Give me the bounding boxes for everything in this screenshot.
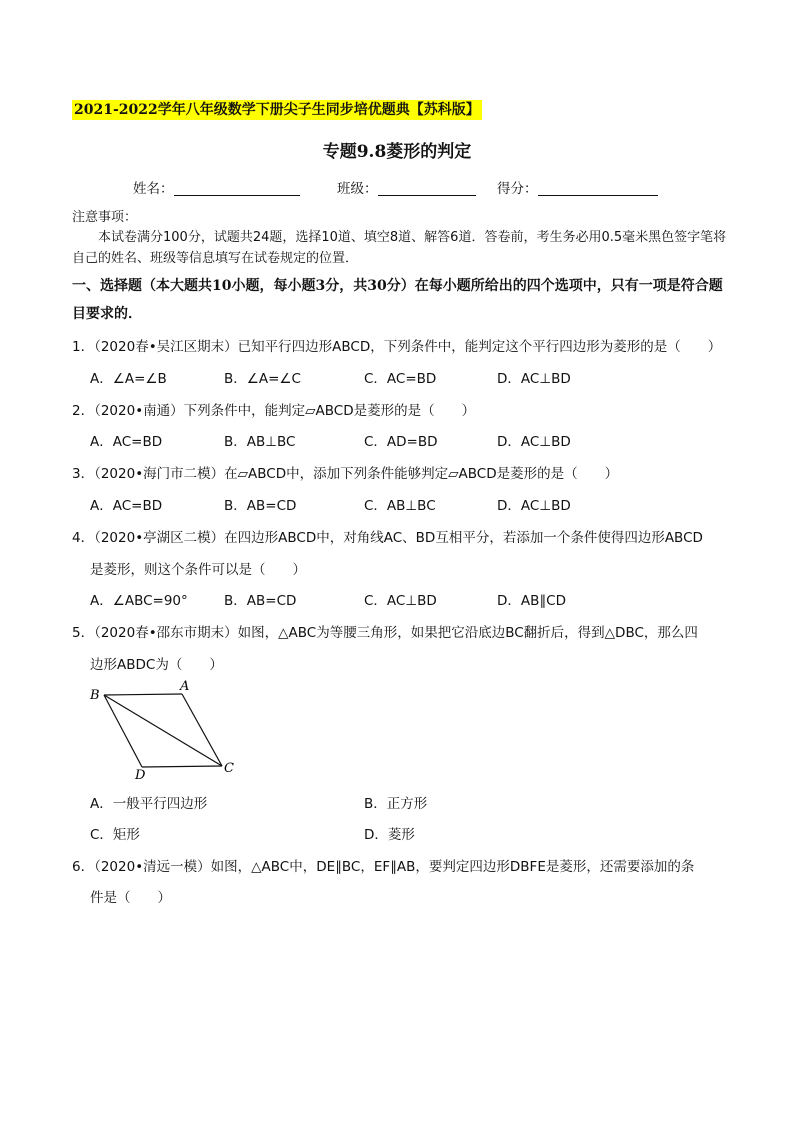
question-4-stem: 4．（2020•亭湖区二模）在四边形ABCD中，对角线AC、BD互相平分，若添加一个条件使得四边形ABCD — [72, 530, 703, 546]
edge-ac — [182, 694, 222, 766]
vertex-label-c: C — [224, 761, 234, 776]
diagonal-bc — [104, 695, 222, 766]
q5-option-d[interactable]: D．菱形 — [364, 827, 415, 843]
q1-option-c[interactable]: C．AC=BD — [364, 371, 437, 387]
q4-option-d[interactable]: D．AB∥CD — [497, 593, 566, 609]
notice-heading: 注意事项： — [72, 210, 138, 225]
section-heading: 一、选择题（本大题共10小题，每小题3分，共30分）在每小题所给出的四个选项中，只有一项是符合题目要求的． — [72, 278, 723, 322]
question-5-stem-cont: 边形ABDC为（ ） — [90, 657, 223, 673]
question-5-stem: 5．（2020春•邵东市期末）如图，△ABC为等腰三角形，如果把它沿底边BC翻折后，得到△DBC，那么四 — [72, 625, 698, 641]
edge-ba — [104, 694, 182, 695]
q2-option-b[interactable]: B．AB⊥BC — [224, 434, 296, 450]
q4-option-c[interactable]: C．AC⊥BD — [364, 593, 437, 609]
q1-option-d[interactable]: D．AC⊥BD — [497, 371, 571, 387]
edge-cd — [142, 766, 222, 767]
class-field-group — [337, 177, 476, 197]
header-banner: 2021-2022学年八年级数学下册尖子生同步培优题典【苏科版】 — [74, 102, 480, 118]
q3-option-b[interactable]: B．AB=CD — [224, 498, 297, 514]
score-field-group — [497, 177, 658, 197]
class-blank[interactable] — [378, 181, 476, 196]
page-title: 专题9.8菱形的判定 — [322, 142, 472, 162]
q3-option-c[interactable]: C．AB⊥BC — [364, 498, 436, 514]
question-3-stem: 3．（2020•海门市二模）在▱ABCD中，添加下列条件能够判定▱ABCD是菱形的是（ ） — [72, 466, 619, 482]
q5-option-b[interactable]: B．正方形 — [364, 796, 428, 812]
score-blank[interactable] — [538, 181, 658, 196]
q5-option-c[interactable]: C．矩形 — [90, 827, 140, 843]
q2-option-a[interactable]: A．AC=BD — [90, 434, 163, 450]
name-field-group — [133, 177, 300, 197]
q3-option-d[interactable]: D．AC⊥BD — [497, 498, 571, 514]
notice-text: 本试卷满分100分，试题共24题，选择10道、填空8道、解答6道．答卷前，考生务必用0.5毫米黑色签字笔将自己的姓名、班级等信息填写在试卷规定的位置． — [72, 230, 727, 266]
question-1-stem: 1．（2020春•吴江区期末）已知平行四边形ABCD，下列条件中，能判定这个平行四边形为菱形的是（ ） — [72, 339, 722, 355]
rhombus-figure — [84, 678, 244, 782]
q3-option-a[interactable]: A．AC=BD — [90, 498, 163, 514]
class-label: 班级： — [337, 181, 378, 197]
q2-option-d[interactable]: D．AC⊥BD — [497, 434, 571, 450]
question-6-stem: 6．（2020•清远一模）如图，△ABC中，DE∥BC，EF∥AB，要判定四边形DBFE是菱形，还需要添加的条 — [72, 859, 695, 875]
q1-option-a[interactable]: A．∠A=∠B — [90, 371, 167, 387]
name-blank[interactable] — [174, 181, 300, 196]
name-label: 姓名： — [133, 181, 174, 197]
vertex-label-b: B — [90, 688, 100, 703]
vertex-label-a: A — [180, 679, 190, 694]
q4-option-a[interactable]: A．∠ABC=90° — [90, 593, 188, 609]
vertex-label-d: D — [135, 768, 146, 782]
question-2-stem: 2．（2020•南通）下列条件中，能判定▱ABCD是菱形的是（ ） — [72, 403, 476, 419]
q4-option-b[interactable]: B．AB=CD — [224, 593, 297, 609]
q5-option-a[interactable]: A．一般平行四边形 — [90, 796, 208, 812]
question-6-stem-cont: 件是（ ） — [90, 890, 171, 906]
score-label: 得分： — [497, 181, 538, 197]
q1-option-b[interactable]: B．∠A=∠C — [224, 371, 301, 387]
question-4-stem-cont: 是菱形，则这个条件可以是（ ） — [90, 562, 306, 578]
q2-option-c[interactable]: C．AD=BD — [364, 434, 438, 450]
